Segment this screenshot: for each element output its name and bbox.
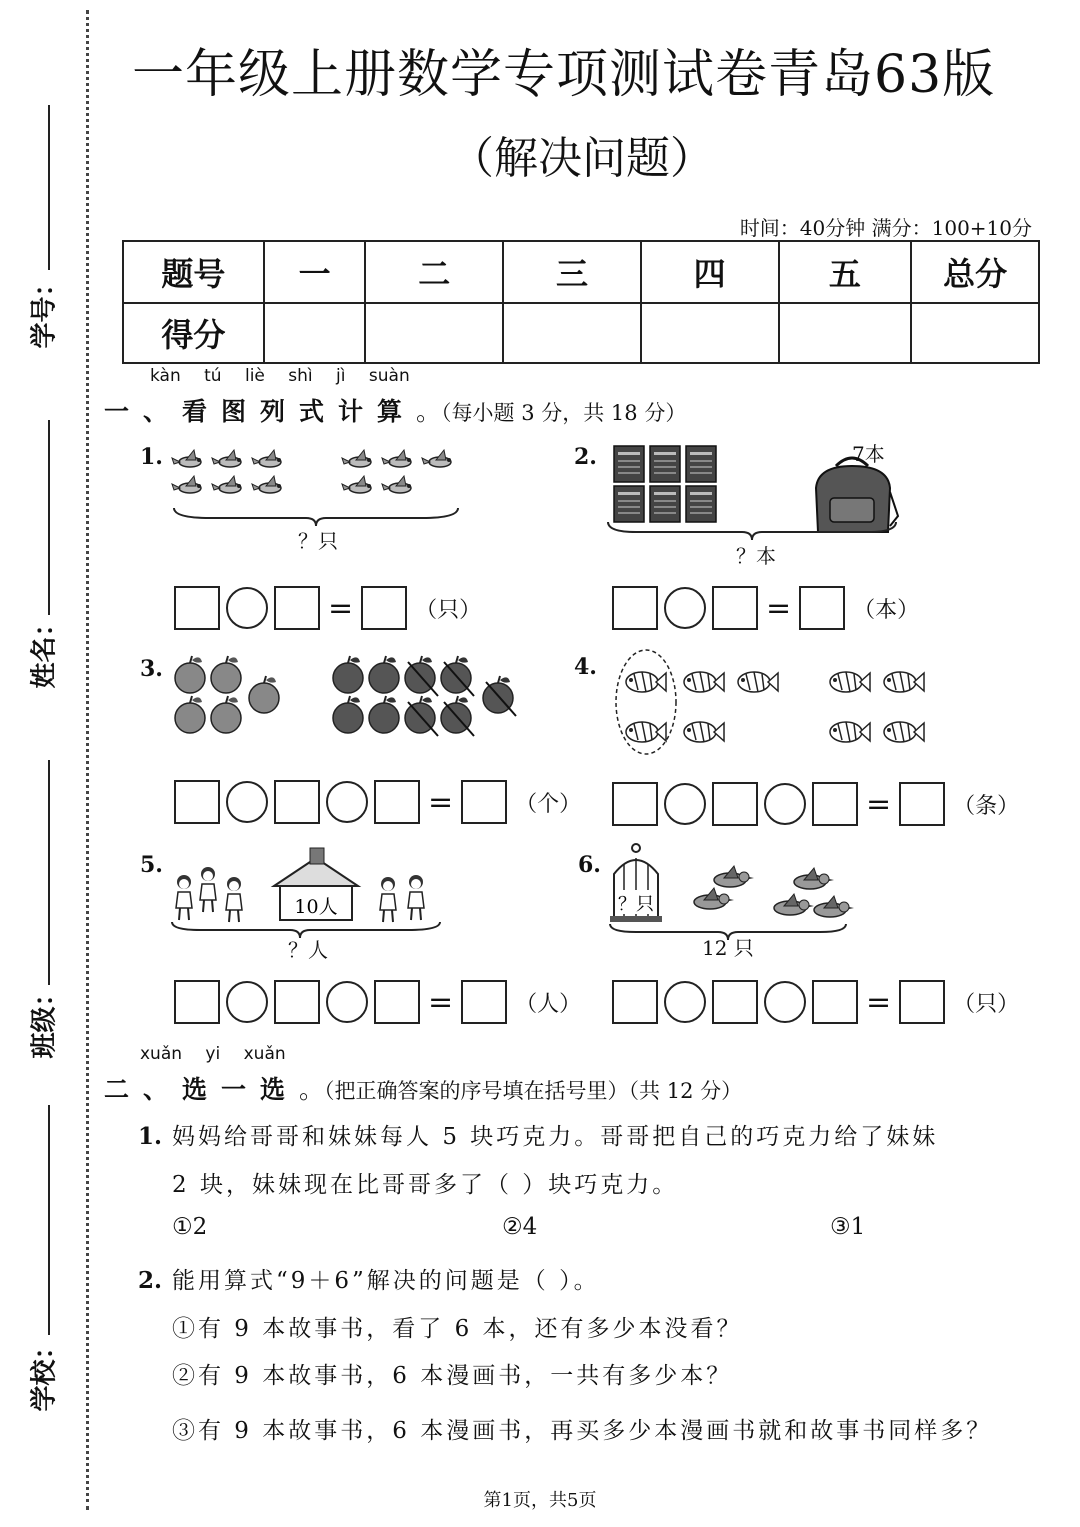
equation-row xyxy=(612,978,1019,1026)
side-field-rule xyxy=(48,760,50,985)
child-icon xyxy=(380,877,396,922)
section-period: 。 xyxy=(299,1075,325,1104)
question-number: 2. xyxy=(138,1267,163,1294)
side-field-rule xyxy=(48,105,50,270)
child-icon xyxy=(408,875,424,920)
apple-icon xyxy=(211,696,241,733)
book-icon xyxy=(650,486,680,522)
answer-box[interactable] xyxy=(612,782,658,826)
equals-sign: = xyxy=(766,590,792,626)
equals-sign: = xyxy=(428,784,454,820)
operator-circle[interactable] xyxy=(226,981,268,1023)
fish-icon xyxy=(884,722,924,742)
score-table-cell: 四 xyxy=(641,241,779,303)
picture-label: ？人 xyxy=(288,938,328,962)
question-text-line[interactable]: 2 块，妹妹现在比哥哥多了（ ）块巧克力。 xyxy=(172,1172,679,1198)
option-item: ②4 xyxy=(502,1214,538,1240)
answer-box[interactable] xyxy=(174,980,220,1024)
bird-icon xyxy=(382,476,411,493)
operator-circle[interactable] xyxy=(326,781,368,823)
side-field-class xyxy=(22,760,62,1059)
section-note: （每小题 3 分，共 18 分） xyxy=(441,401,687,425)
equals-sign: = xyxy=(866,786,892,822)
bird-icon xyxy=(212,476,241,493)
answer-box[interactable] xyxy=(812,980,858,1024)
operator-circle[interactable] xyxy=(226,781,268,823)
apple-icon xyxy=(211,656,241,693)
answer-box[interactable] xyxy=(612,586,658,630)
answer-box[interactable] xyxy=(174,586,220,630)
people-house-picture xyxy=(170,846,460,946)
bird-icon xyxy=(252,450,281,467)
score-table-score-row xyxy=(123,303,1039,363)
side-field-student-number xyxy=(22,105,62,355)
birds-picture xyxy=(170,446,470,536)
birdcage-picture xyxy=(606,844,866,944)
bird-icon xyxy=(794,868,834,889)
unit-label: （只） xyxy=(415,597,482,623)
side-field-label: 学号： xyxy=(29,270,60,349)
option-item: ①2 xyxy=(172,1214,208,1240)
house-label: 10人 xyxy=(294,896,338,918)
brace-icon xyxy=(174,508,458,526)
question-number: 5. xyxy=(140,852,163,878)
binding-dotted-line xyxy=(86,10,89,1510)
apple-icon xyxy=(175,656,205,693)
operator-circle[interactable] xyxy=(664,587,706,629)
fish-icon xyxy=(738,672,778,692)
answer-box[interactable] xyxy=(712,980,758,1024)
answer-box[interactable] xyxy=(712,782,758,826)
score-table-cell: 总分 xyxy=(911,241,1039,303)
bird-icon xyxy=(172,450,201,467)
side-field-school xyxy=(22,1105,62,1412)
apple-icon xyxy=(369,696,399,733)
apple-icon xyxy=(333,696,363,733)
unit-label: （个） xyxy=(515,791,582,817)
section-period: 。 xyxy=(416,397,442,426)
equation-row xyxy=(612,780,1019,828)
section-heading: 选一选 xyxy=(182,1075,300,1104)
side-field-label: 姓名： xyxy=(29,610,60,689)
answer-box[interactable] xyxy=(799,586,845,630)
option-item: ①有 9 本故事书，看了 6 本，还有多少本没看？ xyxy=(172,1316,743,1342)
section-heading: 看图列式计算 xyxy=(182,397,417,426)
unit-label: （只） xyxy=(953,991,1020,1017)
operator-circle[interactable] xyxy=(764,981,806,1023)
score-table xyxy=(122,240,1040,364)
answer-box[interactable] xyxy=(274,780,320,824)
answer-box[interactable] xyxy=(712,586,758,630)
fish-icon xyxy=(684,722,724,742)
book-icon xyxy=(686,446,716,482)
section-note: （把正确答案的序号填在括号里）（共 12 分） xyxy=(324,1079,743,1103)
side-field-name xyxy=(22,420,62,690)
section1-title xyxy=(104,392,686,428)
answer-box[interactable] xyxy=(899,980,945,1024)
score-input-cell[interactable] xyxy=(365,303,503,363)
answer-box[interactable] xyxy=(361,586,407,630)
apple-icon xyxy=(249,676,279,713)
score-input-cell[interactable] xyxy=(641,303,779,363)
bird-icon xyxy=(342,476,371,493)
score-input-cell[interactable] xyxy=(911,303,1039,363)
score-table-cell: 二 xyxy=(365,241,503,303)
bird-icon xyxy=(694,888,734,909)
option-item: ②有 9 本故事书，6 本漫画书，一共有多少本？ xyxy=(172,1363,733,1389)
answer-box[interactable] xyxy=(274,980,320,1024)
question-number: 2. xyxy=(574,444,597,470)
side-field-label: 班级： xyxy=(29,980,60,1059)
score-table-cell: 一 xyxy=(264,241,366,303)
score-input-cell[interactable] xyxy=(779,303,912,363)
equals-sign: = xyxy=(428,984,454,1020)
side-field-rule xyxy=(48,1105,50,1335)
picture-label: ？只 xyxy=(298,529,338,553)
question-number: 3. xyxy=(140,656,163,682)
bird-icon xyxy=(814,896,854,917)
cage-label: ？只 xyxy=(618,894,654,915)
question-number: 1. xyxy=(140,444,163,470)
bird-icon xyxy=(212,450,241,467)
page-title: 一年级上册数学专项测试卷青岛63版 xyxy=(132,45,996,105)
page-subtitle: （解决问题） xyxy=(450,133,714,184)
backpack-icon xyxy=(816,458,898,532)
equation-row xyxy=(174,978,581,1026)
child-icon xyxy=(226,877,242,922)
section-number: 二、 xyxy=(104,1075,183,1104)
section1-pinyin: kàn tú liè shì jì suàn xyxy=(150,366,410,386)
answer-box[interactable] xyxy=(374,980,420,1024)
operator-circle[interactable] xyxy=(226,587,268,629)
book-icon xyxy=(686,486,716,522)
operator-circle[interactable] xyxy=(764,783,806,825)
score-table-cell: 三 xyxy=(503,241,641,303)
answer-box[interactable] xyxy=(374,780,420,824)
section-number: 一、 xyxy=(104,397,183,426)
question-number: 4. xyxy=(574,654,597,680)
bird-icon xyxy=(252,476,281,493)
book-icon xyxy=(650,446,680,482)
score-table-cell: 题号 xyxy=(123,241,264,303)
fish-icon xyxy=(626,722,666,742)
question-text: 妈妈给哥哥和妹妹每人 5 块巧克力。哥哥把自己的巧克力给了妹妹 xyxy=(172,1124,939,1150)
question-number: 1. xyxy=(138,1123,163,1150)
apple-icon xyxy=(333,656,363,693)
page-footer: 第1页，共5页 xyxy=(483,1490,597,1511)
picture-label: 12 只 xyxy=(702,936,754,960)
child-icon xyxy=(176,875,192,920)
fish-icon xyxy=(684,672,724,692)
option-item: ③1 xyxy=(830,1214,866,1240)
unit-label: （条） xyxy=(953,793,1020,819)
score-table-cell: 五 xyxy=(779,241,912,303)
book-icon xyxy=(614,486,644,522)
operator-circle[interactable] xyxy=(326,981,368,1023)
score-table-cell: 得分 xyxy=(123,303,264,363)
book-icon xyxy=(614,446,644,482)
child-icon xyxy=(200,867,216,912)
bird-icon xyxy=(342,450,371,467)
equals-sign: = xyxy=(866,984,892,1020)
answer-box[interactable] xyxy=(812,782,858,826)
fish-icon xyxy=(884,672,924,692)
answer-box[interactable] xyxy=(461,780,507,824)
score-table-header-row xyxy=(123,241,1039,303)
operator-circle[interactable] xyxy=(664,783,706,825)
score-input-cell[interactable] xyxy=(264,303,366,363)
question-text: 能用算式“9＋6”解决的问题是（ ）。 xyxy=(172,1268,600,1294)
equation-row xyxy=(174,778,581,826)
fish-picture xyxy=(612,646,942,756)
equation-row xyxy=(174,584,481,632)
score-input-cell[interactable] xyxy=(503,303,641,363)
question-text-line xyxy=(138,1118,938,1151)
bird-icon xyxy=(714,866,754,887)
answer-box[interactable] xyxy=(612,980,658,1024)
picture-top-label: 7本 xyxy=(852,442,885,466)
apple-icon xyxy=(369,656,399,693)
answer-box[interactable] xyxy=(899,782,945,826)
apples-picture xyxy=(170,652,530,742)
question-number: 6. xyxy=(578,852,601,878)
bird-icon xyxy=(422,450,451,467)
fish-icon xyxy=(830,672,870,692)
picture-label: ？本 xyxy=(736,544,776,568)
section2-title xyxy=(104,1070,742,1106)
bird-icon xyxy=(382,450,411,467)
question-text-line[interactable] xyxy=(138,1262,600,1295)
section2-pinyin: xuǎn yi xuǎn xyxy=(140,1044,286,1064)
exam-meta: 时间：40分钟 满分：100+10分 xyxy=(739,216,1032,240)
side-field-label: 学校： xyxy=(29,1333,60,1412)
equation-row xyxy=(612,584,919,632)
fish-icon xyxy=(626,672,666,692)
unit-label: （本） xyxy=(853,597,920,623)
bird-icon xyxy=(172,476,201,493)
answer-box[interactable] xyxy=(461,980,507,1024)
fish-icon xyxy=(830,722,870,742)
bird-icon xyxy=(774,894,814,915)
option-item: ③有 9 本故事书，6 本漫画书，再买多少本漫画书就和故事书同样多？ xyxy=(172,1418,993,1444)
apple-icon xyxy=(175,696,205,733)
equals-sign: = xyxy=(328,590,354,626)
unit-label: （人） xyxy=(515,991,582,1017)
answer-box[interactable] xyxy=(274,586,320,630)
side-field-rule xyxy=(48,420,50,615)
answer-box[interactable] xyxy=(174,780,220,824)
operator-circle[interactable] xyxy=(664,981,706,1023)
